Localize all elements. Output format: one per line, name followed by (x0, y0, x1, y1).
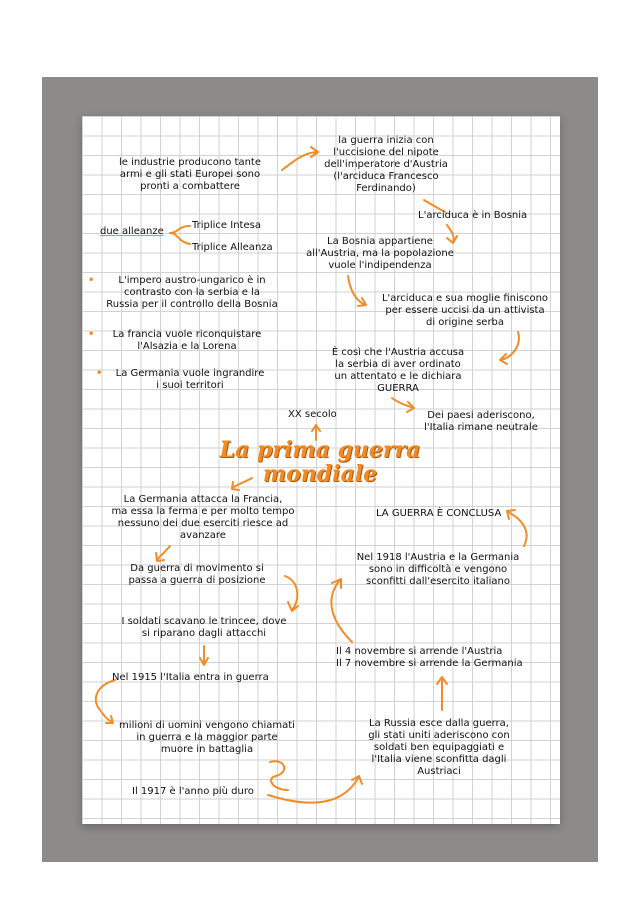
text-industrie: le industrie producono tante armi e gli stati Europei sono pronti a combattere (118, 157, 262, 192)
bullet-dot: • (96, 368, 103, 379)
text-inizio-guerra: la guerra inizia con l'uccisione del nipote dell'imperatore d'Austria (l'arciduca Francesco Ferdinando) (324, 135, 448, 194)
bullet-dot: • (88, 275, 95, 286)
text-xx-secolo: XX secolo (288, 409, 337, 420)
text-due-alleanze: due alleanze (100, 226, 164, 237)
text-triplice-alleanza: Triplice Alleanza (192, 242, 273, 253)
text-milioni-uomini: milioni di uomini vengono chiamati in guerra e la maggior parte muore in battaglia (119, 720, 295, 755)
text-trincee: I soldati scavano le trincee, dove si riparano dagli attacchi (121, 616, 287, 639)
text-novembre: Il 4 novembre si arrende l'Austria Il 7 novembre si arrende la Germania (336, 646, 523, 669)
page-title: La prima guerra mondiale (219, 437, 421, 487)
text-italia-1915: Nel 1915 l'Italia entra in guerra (112, 672, 269, 683)
text-anno-1917: Il 1917 è l'anno più duro (132, 786, 254, 797)
text-francia: La francia vuole riconquistare l'Alsazia e la Lorena (112, 329, 262, 352)
text-guerra-conclusa: LA GUERRA È CONCLUSA (376, 508, 502, 519)
text-bosnia: La Bosnia appartiene all'Austria, ma la popolazione vuole l'indipendenza (306, 236, 454, 271)
text-germania-francia: La Germania attacca la Francia, ma essa la ferma e per molto tempo nessuno dei due eserciti riesce ad avanzare (111, 494, 295, 541)
text-uccisi: L'arciduca e sua moglie finiscono per essere uccisi da un attivista di origine serba (381, 293, 549, 328)
text-germania-ingrandire: La Germania vuole ingrandire i suoi territori (115, 368, 265, 391)
text-accusa: È così che l'Austria accusa la serbia di aver ordinato un attentato e le dichiara GUERRA (331, 347, 465, 394)
text-anno-1918: Nel 1918 l'Austria e la Germania sono in difficoltà e vengono sconfitti dall'esercito italiano (356, 552, 520, 587)
text-triplice-intesa: Triplice Intesa (192, 220, 261, 231)
text-movimento-posizione: Da guerra di movimento si passa a guerra di posizione (128, 563, 266, 586)
text-paesi-aderiscono: Dei paesi aderiscono, l'Italia rimane neutrale (424, 410, 538, 433)
text-arciduca-bosnia: L'arciduca è in Bosnia (418, 210, 528, 221)
text-austria-serbia: L'impero austro-ungarico è in contrasto con la serbia e la Russia per il controllo della Bosnia (106, 275, 278, 310)
text-russia: La Russia esce dalla guerra, gli stati uniti aderiscono con soldati ben equipaggiati e l'Italia viene sconfitta dagli Austriaci (368, 718, 510, 777)
bullet-dot: • (88, 329, 95, 340)
